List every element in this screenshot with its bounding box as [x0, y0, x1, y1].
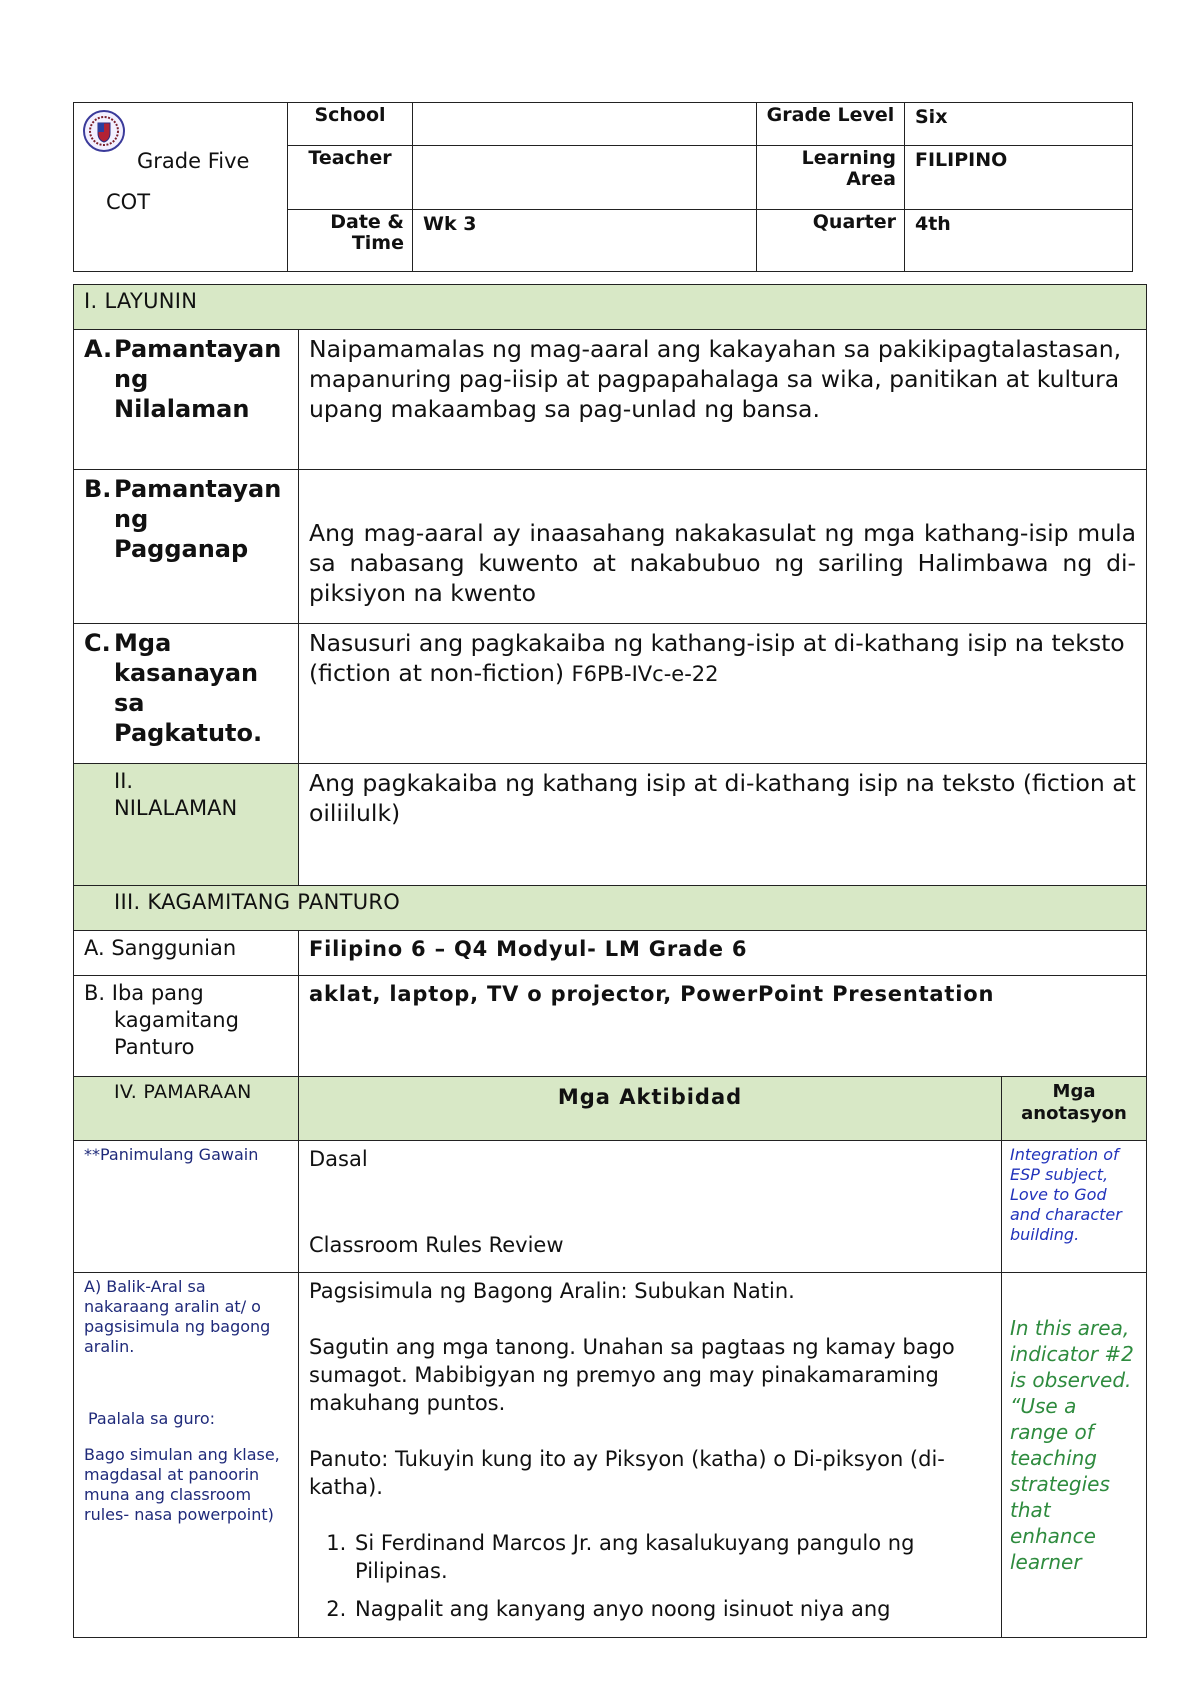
indicator-note: In this area, indicator #2 is observed. “Use a range of teaching strategies that enhance learner	[1002, 1273, 1147, 1638]
date-label: Date & Time	[288, 210, 413, 272]
school-label: School	[288, 103, 413, 146]
quarter-label: Quarter	[757, 210, 905, 272]
kasanayan-code: F6PB-IVc-e-22	[571, 662, 719, 686]
label-line: kagamitang Panturo	[114, 1008, 239, 1059]
section-letter: C.	[84, 629, 111, 657]
section-letter: A.	[84, 335, 113, 363]
school-value	[413, 103, 757, 146]
iba-pang-kagamitan-label	[74, 976, 299, 1077]
classroom-rules-text: Classroom Rules Review	[309, 1233, 564, 1257]
nilalaman-label	[74, 764, 299, 886]
section-label: Mga kasanayan sa Pagkatuto.	[114, 629, 263, 747]
nilalaman-text: Ang pagkakaiba ng kathang isip at di-kathang isip na teksto (fiction at oiliilulk)	[299, 764, 1147, 886]
section-letter: B.	[84, 475, 112, 503]
header-table	[73, 102, 1133, 272]
cot-label: COT	[106, 190, 151, 214]
label-line: B. Iba pang	[84, 981, 204, 1005]
learning-area-value: FILIPINO	[905, 146, 1133, 210]
deped-seal-icon	[82, 109, 126, 153]
kagamitan-header: III. KAGAMITANG PANTURO	[74, 886, 1147, 931]
paalala-title: Paalala sa guro:	[88, 1409, 216, 1428]
section-label: Pamantayan ng Pagganap	[114, 475, 282, 563]
date-value: Wk 3	[413, 210, 757, 272]
pamantayan-nilalaman-label	[74, 330, 299, 470]
section-label: Pamantayan ng Nilalaman	[114, 335, 282, 423]
dasal-text: Dasal	[309, 1147, 368, 1171]
activity-paragraph: Sagutin ang mga tanong. Unahan sa pagtaas ng kamay bago sumagot. Mabibigyan ng premyo ang may pinakamaraming makuhang puntos.	[309, 1335, 955, 1415]
anotasyon-header: Mga anotasyon	[1002, 1077, 1147, 1141]
panimulang-gawain-activities	[299, 1141, 1002, 1273]
grade-level-label: Grade Level	[757, 103, 905, 146]
question-list	[309, 1529, 991, 1623]
activity-paragraph: Panuto: Tukuyin kung ito ay Piksyon (katha) o Di-piksyon (di-katha).	[309, 1447, 945, 1499]
layunin-header: I. LAYUNIN	[74, 285, 1147, 330]
pamaraan-header: IV. PAMARAAN	[74, 1077, 299, 1141]
kasanayan-label	[74, 624, 299, 764]
learning-area-label: Learning Area	[757, 146, 905, 210]
panimulang-gawain-label: **Panimulang Gawain	[74, 1141, 299, 1273]
list-item: 1. Si Ferdinand Marcos Jr. ang kasalukuyang pangulo ng Pilipinas.	[353, 1529, 991, 1585]
lesson-plan-table	[73, 284, 1147, 1638]
kasanayan-description: Nasusuri ang pagkakaiba ng kathang-isip at di-kathang isip na teksto (fiction at non-fiction)	[309, 629, 1125, 687]
iba-pang-kagamitan-text: aklat, laptop, TV o projector, PowerPoint Presentation	[299, 976, 1147, 1077]
teacher-label: Teacher	[288, 146, 413, 210]
activity-paragraph: Pagsisimula ng Bagong Aralin: Subukan Natin.	[309, 1279, 795, 1303]
pamantayan-pagganap-label	[74, 470, 299, 624]
balik-aral-label	[74, 1273, 299, 1638]
panimulang-gawain-note: Integration of ESP subject, Love to God and character building.	[1002, 1141, 1147, 1273]
sanggunian-text: Filipino 6 – Q4 Modyul- LM Grade 6	[299, 931, 1147, 976]
logo-cell	[74, 103, 288, 272]
pamantayan-pagganap-text: Ang mag-aaral ay inaasahang nakakasulat ng mga kathang-isip mula sa nabasang kuwento at nakabubuo ng sariling Halimbawa ng di-piksiyon na kwento	[299, 470, 1147, 624]
quarter-value: 4th	[905, 210, 1133, 272]
grade-label: Grade Five	[137, 149, 250, 173]
aktibidad-header: Mga Aktibidad	[299, 1077, 1002, 1141]
sanggunian-label: A. Sanggunian	[74, 931, 299, 976]
kasanayan-text	[299, 624, 1147, 764]
list-item: 2. Nagpalit ang kanyang anyo noong isinuot niya ang	[353, 1595, 991, 1623]
balik-aral-activities	[299, 1273, 1002, 1638]
pamantayan-nilalaman-text: Naipamamalas ng mag-aaral ang kakayahan sa pakikipagtalastasan, mapanuring pag-iisip at pagpapahalaga sa wika, panitikan at kultura upang makaambag sa pag-unlad ng bansa.	[299, 330, 1147, 470]
balik-aral-text: A) Balik-Aral sa nakaraang aralin at/ o pagsisimula ng bagong aralin.	[84, 1277, 271, 1356]
nilalaman-number: II.	[114, 769, 134, 793]
teacher-value	[413, 146, 757, 210]
paalala-text: Bago simulan ang klase, magdasal at panoorin muna ang classroom rules- nasa powerpoint)	[84, 1445, 280, 1524]
grade-level-value: Six	[905, 103, 1133, 146]
nilalaman-title: NILALAMAN	[114, 796, 238, 820]
